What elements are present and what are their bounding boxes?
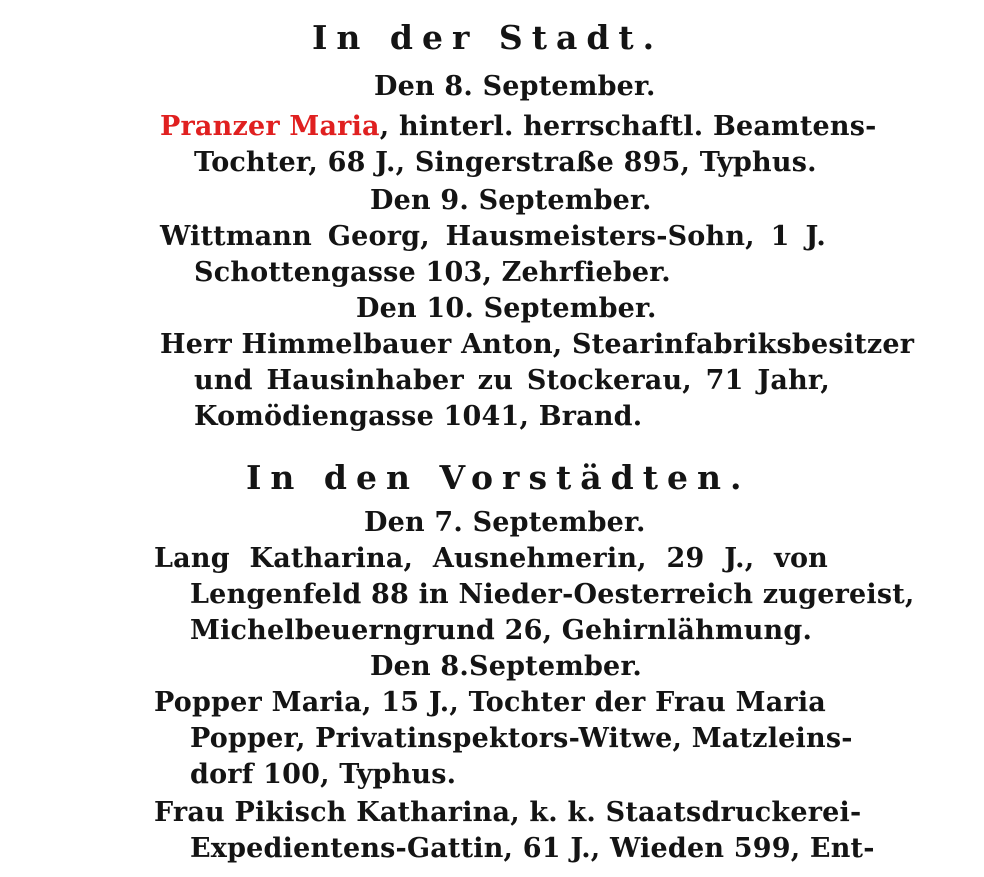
entry-line: Michelbeuerngrund 26, Gehirnlähmung. (190, 615, 813, 646)
entry-line: Tochter, 68 J., Singerstraße 895, Typhus. (194, 147, 817, 178)
entry-line (160, 110, 877, 144)
entry-line: dorf 100, Typhus. (190, 759, 457, 790)
entry-line: Lang Katharina, Ausnehmerin, 29 J., von (154, 543, 828, 574)
entry-line: Popper, Privatinspektors-Witwe, Matzleins- (190, 723, 853, 754)
entry-line: Herr Himmelbauer Anton, Stearinfabriksbesitzer (160, 329, 915, 360)
date-heading: Den 7. September. (364, 507, 646, 538)
entry-line: Frau Pikisch Katharina, k. k. Staatsdruckerei- (154, 797, 862, 828)
entry-line: Lengenfeld 88 in Nieder-Oesterreich zugereist, (190, 579, 915, 610)
entry-line: Schottengasse 103, Zehrfieber. (194, 257, 671, 288)
entry-line: und Hausinhaber zu Stockerau, 71 Jahr, (194, 365, 830, 396)
entry-line-text: , hinterl. herrschaftl. Beamtens- (379, 111, 877, 142)
entry-line: Popper Maria, 15 J., Tochter der Frau Maria (154, 687, 826, 718)
date-heading: Den 8. September. (374, 71, 656, 102)
highlighted-name: Pranzer Maria (160, 111, 380, 142)
entry-line: Komödiengasse 1041, Brand. (194, 401, 643, 432)
date-heading: Den 8.September. (370, 651, 642, 682)
section-heading-stadt: In der Stadt. (312, 18, 664, 57)
date-heading: Den 10. September. (356, 293, 657, 324)
entry-line: Wittmann Georg, Hausmeisters-Sohn, 1 J. (160, 221, 826, 252)
section-heading-vorstaedten: In den Vorstädten. (246, 458, 751, 497)
date-heading: Den 9. September. (370, 185, 652, 216)
entry-line: Expedientens-Gattin, 61 J., Wieden 599, Ent- (190, 833, 875, 864)
